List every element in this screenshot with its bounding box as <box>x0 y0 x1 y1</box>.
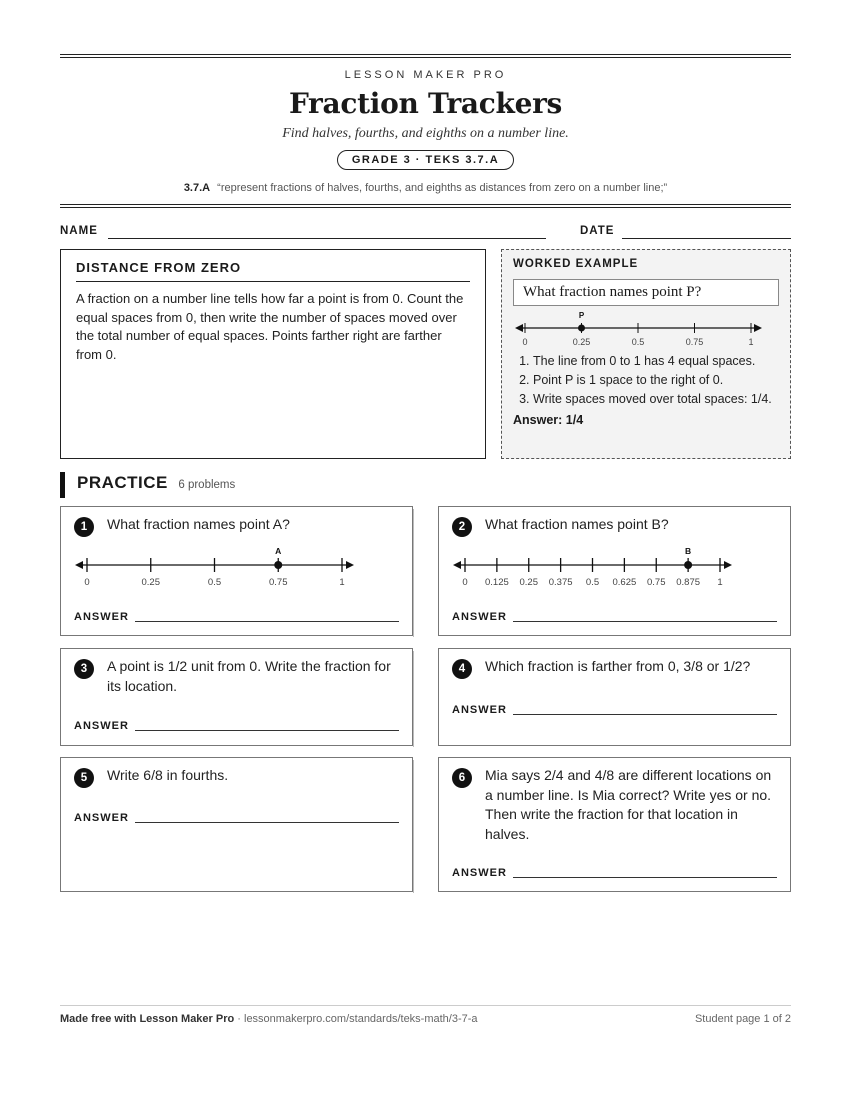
problem-card-3 <box>60 648 413 746</box>
practice-count: 6 problems <box>178 479 236 491</box>
answer-row <box>74 611 399 623</box>
answer-label: ANSWER <box>74 720 129 732</box>
problem-text: What fraction names point A? <box>107 516 290 532</box>
tick-label: 0.375 <box>548 577 573 588</box>
point-label: P <box>578 311 585 320</box>
problem-number: 6 <box>452 768 472 788</box>
problem-number: 5 <box>74 768 94 788</box>
date-field[interactable] <box>622 238 791 239</box>
tick-label: 0.25 <box>519 577 538 588</box>
problem-card-6 <box>438 757 791 892</box>
tick-label: 0.5 <box>631 337 645 346</box>
problem-question <box>439 507 790 535</box>
worked-example-heading: WORKED EXAMPLE <box>513 258 639 270</box>
tick-label: 1 <box>717 577 723 588</box>
answer-field[interactable] <box>135 730 399 731</box>
worksheet-title: Fraction Trackers <box>288 87 563 120</box>
answer-row <box>74 720 399 732</box>
grade-badge: GRADE 3 · TEKS 3.7.A <box>337 150 514 170</box>
problem-text: A point is 1/2 unit from 0. Write the fraction for its location. <box>107 658 391 694</box>
worked-step: 3. Write spaces moved over total spaces: 1/4. <box>533 391 779 408</box>
problem-text: Mia says 2/4 and 4/8 are different locations on a number line. Is Mia correct? Write yes or no. Then write the fraction for that location in halves. <box>485 767 772 842</box>
answer-label: ANSWER <box>452 611 507 623</box>
worksheet-page <box>60 54 791 879</box>
worked-step: 2. Point P is 1 space to the right of 0. <box>533 372 779 389</box>
answer-label: ANSWER <box>74 812 129 824</box>
tick-label: 0.75 <box>685 337 704 346</box>
answer-field[interactable] <box>135 621 399 622</box>
concept-box <box>60 249 486 459</box>
right-arrow-icon <box>754 324 762 332</box>
header-top-rule <box>60 54 791 58</box>
problem-card-4 <box>438 648 791 746</box>
answer-label: ANSWER <box>452 867 507 879</box>
right-arrow-icon <box>346 561 354 569</box>
problem-question <box>61 649 412 696</box>
number-line-point <box>684 561 692 569</box>
point-label: B <box>685 546 692 556</box>
tick-label: 0 <box>84 577 90 588</box>
answer-field[interactable] <box>513 877 777 878</box>
problem-question <box>61 758 412 786</box>
tick-label: 0 <box>462 577 468 588</box>
problem-2-number-line <box>451 545 751 591</box>
tick-label: 0.5 <box>585 577 600 588</box>
answer-field[interactable] <box>513 714 777 715</box>
header-bottom-rule <box>60 204 791 208</box>
student-info-row <box>60 225 791 249</box>
concept-heading: DISTANCE FROM ZERO <box>76 260 470 282</box>
answer-label: ANSWER <box>452 704 507 716</box>
left-arrow-icon <box>515 324 523 332</box>
footer-url[interactable]: · lessonmakerpro.com/standards/teks-math/3-7-a <box>234 1013 478 1025</box>
worked-step: 1. The line from 0 to 1 has 4 equal spaces. <box>533 353 779 370</box>
answer-row <box>452 704 777 716</box>
answer-row <box>452 867 777 879</box>
tick-label: 0.125 <box>484 577 509 588</box>
problem-question <box>439 649 790 677</box>
brand-name: LESSON MAKER PRO <box>344 69 507 81</box>
tick-label: 0.625 <box>612 577 637 588</box>
point-label: A <box>275 546 282 556</box>
worked-example-question: What fraction names point P? <box>513 279 779 306</box>
tick-label: 1 <box>339 577 345 588</box>
left-arrow-icon <box>75 561 83 569</box>
problem-text: Which fraction is farther from 0, 3/8 or 1/2? <box>485 658 751 674</box>
problem-number: 1 <box>74 517 94 537</box>
number-line-point <box>578 325 585 332</box>
standard-code: 3.7.A <box>183 182 211 194</box>
worked-example-answer: Answer: 1/4 <box>513 413 584 427</box>
tick-label: 0.25 <box>572 337 591 346</box>
practice-header <box>60 472 235 498</box>
problem-question <box>61 507 412 535</box>
tick-label: 0 <box>522 337 528 346</box>
footer-page-number: Student page 1 of 2 <box>694 1013 791 1025</box>
practice-title: PRACTICE <box>77 473 168 492</box>
answer-label: ANSWER <box>74 611 129 623</box>
tick-label: 0.75 <box>647 577 666 588</box>
problem-1-number-line <box>73 545 373 591</box>
problem-card-5 <box>60 757 413 892</box>
tick-label: 0.75 <box>269 577 288 588</box>
answer-row <box>452 611 777 623</box>
number-line-point <box>274 561 282 569</box>
standard-text: “represent fractions of halves, fourths, and eighths as distances from zero on a number line;” <box>217 182 668 194</box>
problem-number: 2 <box>452 517 472 537</box>
problem-question <box>439 758 790 844</box>
date-label: DATE <box>580 225 615 237</box>
problem-text: Write 6/8 in fourths. <box>107 767 229 783</box>
worked-example-steps <box>513 353 779 408</box>
problem-card-1 <box>60 506 413 636</box>
tick-label: 0.25 <box>141 577 160 588</box>
page-footer <box>60 1005 791 1025</box>
problem-card-2 <box>438 506 791 636</box>
problem-text: What fraction names point B? <box>485 516 669 532</box>
tick-label: 0.875 <box>676 577 701 588</box>
answer-field[interactable] <box>513 621 777 622</box>
name-field[interactable] <box>108 238 546 239</box>
worksheet-subtitle: Find halves, fourths, and eighths on a number line. <box>282 126 569 141</box>
right-arrow-icon <box>724 561 732 569</box>
worked-example-box <box>501 249 791 459</box>
problem-number: 3 <box>74 659 94 679</box>
name-label: NAME <box>60 225 98 237</box>
tick-label: 1 <box>748 337 754 346</box>
footer-made-with: Made free with Lesson Maker Pro <box>60 1013 235 1025</box>
concept-body: A fraction on a number line tells how far a point is from 0. Count the equal spaces from 0, then write the number of spaces moved over the total number of equal spaces. Points farther right are farther from 0. <box>76 291 464 362</box>
problem-number: 4 <box>452 659 472 679</box>
worked-example-number-line <box>513 306 781 346</box>
standard-line <box>60 182 791 194</box>
answer-row <box>74 812 399 824</box>
worksheet-header <box>60 69 791 194</box>
answer-field[interactable] <box>135 822 399 823</box>
left-arrow-icon <box>453 561 461 569</box>
tick-label: 0.5 <box>207 577 222 588</box>
